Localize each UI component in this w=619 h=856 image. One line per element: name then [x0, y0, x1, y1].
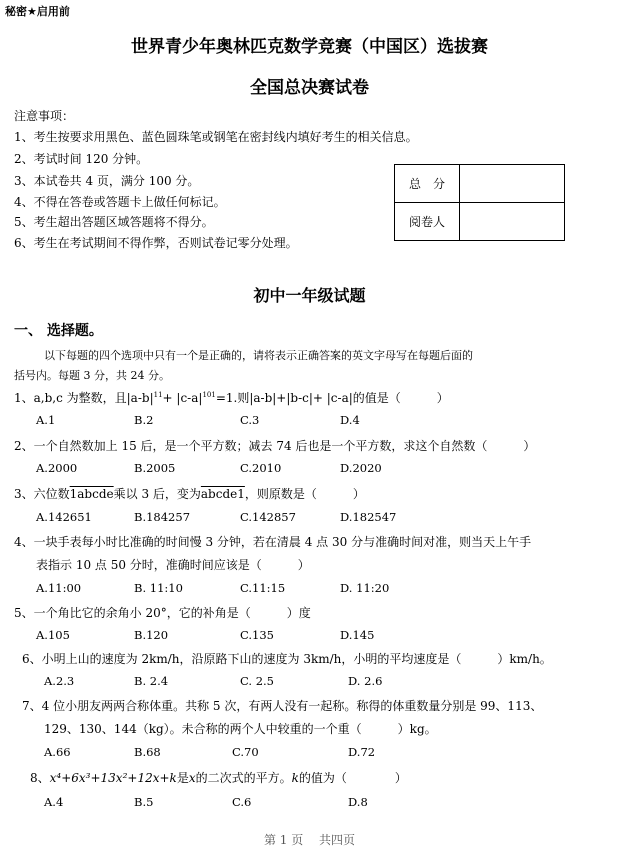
question-text: 是: [176, 771, 189, 785]
page-footer: 第 1 页 共四页: [263, 833, 356, 847]
option-a: A.1: [36, 413, 56, 427]
question-text: ，则原数是（ ）: [244, 487, 365, 501]
option-c: C.3: [240, 413, 260, 427]
total-score-cell[interactable]: [460, 165, 565, 203]
section-title: 一、 选择题。: [14, 323, 103, 339]
option-c: C.70: [232, 745, 259, 759]
exam-title: 世界青少年奥林匹克数学竞赛（中国区）选拔赛: [131, 37, 488, 57]
notice-item: 4、不得在答卷或答题卡上做任何标记。: [14, 195, 226, 209]
overlined-number: 1abcde: [69, 487, 114, 501]
option-d: D. 11:20: [340, 581, 390, 595]
notice-item: 6、考生在考试期间不得作弊，否则试卷记零分处理。: [14, 236, 298, 250]
question-5: 5、一个角比它的余角小 20°，它的补角是（ ）度: [14, 606, 311, 620]
option-b: B. 2.4: [134, 674, 169, 688]
instructions: 以下每题的四个选项中只有一个是正确的，请将表示正确答案的英文字母写在每题后面的: [44, 349, 473, 362]
question-text: =1.则|a-b|+|b-c|+ |c-a|的值是（ ）: [215, 391, 449, 405]
option-b: B.2: [134, 413, 154, 427]
exam-subtitle: 全国总决赛试卷: [250, 78, 369, 98]
option-d: D. 2.6: [348, 674, 383, 688]
option-c: C.135: [240, 628, 274, 642]
option-b: B. 11:10: [134, 581, 183, 595]
instructions: 括号内。每题 3 分，共 24 分。: [14, 369, 170, 382]
option-d: D.145: [340, 628, 375, 642]
option-a: A.2000: [36, 461, 78, 475]
option-d: D.182547: [340, 510, 397, 524]
option-a: A.4: [44, 795, 64, 809]
option-c: C.142857: [240, 510, 296, 524]
math-variable: x: [188, 771, 196, 785]
notice-item: 1、考生按要求用黑色、蓝色圆珠笔或钢笔在密封线内填好考生的相关信息。: [14, 130, 418, 144]
option-d: D.72: [348, 745, 376, 759]
question-text: 8、: [30, 771, 50, 785]
option-d: D.2020: [340, 461, 382, 475]
option-c: C.11:15: [240, 581, 286, 595]
question-text: 的值为（ ）: [298, 771, 407, 785]
notice-item: 3、本试卷共 4 页，满分 100 分。: [14, 174, 200, 188]
question-text: 3、六位数: [14, 487, 70, 501]
exponent: 11: [153, 391, 163, 399]
question-3: [14, 485, 365, 502]
option-d: D.4: [340, 413, 360, 427]
option-a: A.105: [36, 628, 70, 642]
score-table: [394, 164, 565, 241]
math-variable: k: [291, 771, 299, 785]
math-expression: x⁴+6x³+13x²+12x+k: [49, 771, 177, 785]
option-a: A.11:00: [36, 581, 82, 595]
option-c: C.6: [232, 795, 252, 809]
option-a: A.142651: [36, 510, 92, 524]
notice-item: 2、考试时间 120 分钟。: [14, 152, 149, 166]
option-a: A.2.3: [44, 674, 75, 688]
option-b: B.120: [134, 628, 169, 642]
option-a: A.66: [44, 745, 71, 759]
option-b: B.184257: [134, 510, 191, 524]
notice-title: 注意事项：: [14, 109, 75, 123]
option-c: C.2010: [240, 461, 282, 475]
option-d: D.8: [348, 795, 368, 809]
question-7-cont: 129、130、144（kg）。未合称的两个人中较重的一个重（ ）kg。: [44, 722, 437, 736]
question-7: 7、4 位小朋友两两合称体重。共称 5 次，有两人没有一起称。称得的体重数量分别是 99、113、: [22, 699, 543, 713]
question-6: 6、小明上山的速度为 2km/h，沿原路下山的速度为 3km/h，小明的平均速度是（ ）km/h。: [22, 652, 552, 666]
overlined-number: abcde1: [200, 487, 245, 501]
option-b: B.5: [134, 795, 154, 809]
option-b: B.68: [134, 745, 161, 759]
secret-label: 秘密★启用前: [5, 5, 70, 18]
question-text: + |c-a|: [162, 391, 203, 405]
question-8: [30, 769, 407, 786]
option-b: B.2005: [134, 461, 176, 475]
grader-label: 阅卷人: [395, 203, 460, 241]
question-text: 乘以 3 后，变为: [113, 487, 201, 501]
grader-cell[interactable]: [460, 203, 565, 241]
question-4: 4、一块手表每小时比准确的时间慢 3 分钟，若在清晨 4 点 30 分与准确时间对准，则当天上午手: [14, 535, 532, 549]
question-2: 2、一个自然数加上 15 后，是一个平方数；减去 74 后也是一个平方数，求这个自然数（ ）: [14, 439, 536, 453]
question-text: 的二次式的平方。: [195, 771, 292, 785]
question-text: 1、a,b,c 为整数，且|a-b|: [14, 391, 154, 405]
total-score-label: 总 分: [395, 165, 460, 203]
question-4-cont: 表指示 10 点 50 分时，准确时间应该是（ ）: [36, 558, 310, 572]
exponent: 101: [202, 391, 216, 399]
notice-item: 5、考生超出答题区域答题将不得分。: [14, 215, 214, 229]
grade-title: 初中一年级试题: [253, 286, 366, 305]
question-1: [14, 389, 449, 406]
option-c: C. 2.5: [240, 674, 274, 688]
